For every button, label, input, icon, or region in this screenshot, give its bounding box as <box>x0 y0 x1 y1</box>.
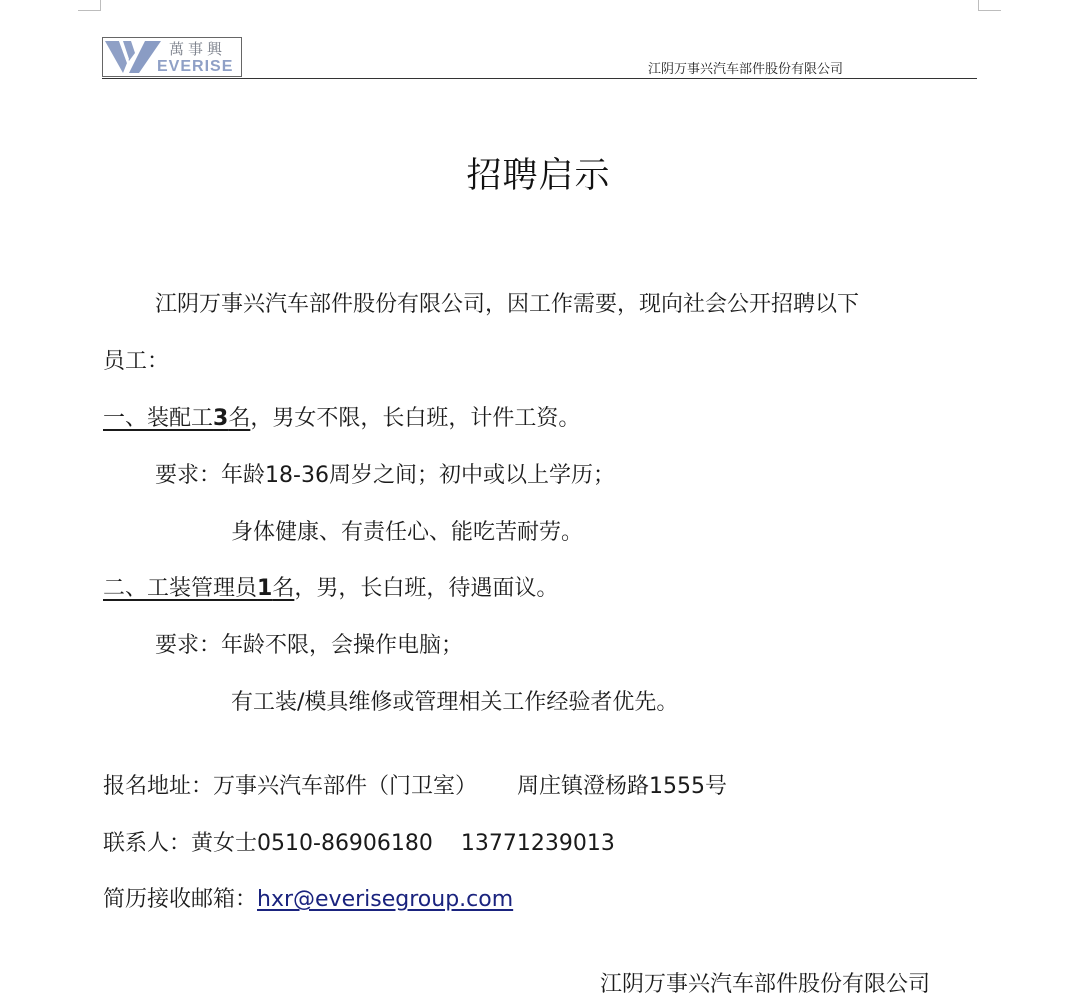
position-2-requirement-1 <box>155 628 463 659</box>
company-logo <box>102 37 242 77</box>
page-title: 招聘启示 <box>466 156 611 196</box>
intro-line-1: 江阴万事兴汽车部件股份有限公司，因工作需要，现向社会公开招聘以下 <box>155 292 860 317</box>
logo-english-text: EVERISE <box>157 58 234 75</box>
address-label: 报名地址： <box>103 774 214 799</box>
address-place: 万事兴汽车部件（门卫室） <box>213 774 478 799</box>
position-1-title <box>103 406 250 431</box>
position-1-count: 3 <box>213 406 229 431</box>
position-2-requirement-2: 有工装/模具维修或管理相关工作经验者优先。 <box>231 690 679 715</box>
position-2-details: ，男，长白班，待遇面议。 <box>294 576 559 601</box>
email-label: 简历接收邮箱： <box>103 887 258 912</box>
crop-mark-top-right <box>978 0 1001 11</box>
position-1-name: 一、装配工 <box>103 406 214 431</box>
address-street: 周庄镇澄杨路1555号 <box>517 774 728 799</box>
position-2-name: 二、工装管理员 <box>103 576 258 601</box>
position-2-count: 1 <box>257 576 273 601</box>
position-1-requirement-1 <box>155 458 615 489</box>
position-2-heading <box>103 571 558 602</box>
contact-mobile: 13771239013 <box>460 831 615 856</box>
position-1-unit: 名 <box>228 406 251 431</box>
position-1-details: ，男女不限，长白班，计件工资。 <box>250 406 581 431</box>
contact-line <box>103 826 615 857</box>
position-1-requirement-2: 身体健康、有责任心、能吃苦耐劳。 <box>231 520 584 545</box>
contact-person-phone: 黄女士0510-86906180 <box>191 831 433 856</box>
crop-mark-top-left <box>78 0 101 11</box>
header-company-name: 江阴万事兴汽车部件股份有限公司 <box>648 62 844 77</box>
header-rule <box>102 78 977 79</box>
page-header <box>102 37 977 79</box>
requirements-label: 要求： <box>155 463 222 488</box>
signature-company: 江阴万事兴汽车部件股份有限公司 <box>600 972 931 997</box>
position-2-title <box>103 576 294 601</box>
position-1-heading <box>103 401 580 432</box>
requirement-text: 年龄18-36周岁之间；初中或以上学历； <box>221 463 615 488</box>
email-link[interactable]: hxr@everisegroup.com <box>257 887 514 912</box>
everise-w-mark-icon <box>105 39 165 75</box>
email-line <box>103 882 513 913</box>
address-line <box>103 769 727 800</box>
intro-line-2: 员工： <box>103 349 170 374</box>
requirement-text: 年龄不限，会操作电脑； <box>221 633 464 658</box>
requirements-label: 要求： <box>155 633 222 658</box>
position-2-unit: 名 <box>272 576 295 601</box>
logo-chinese-text: 萬事興 <box>169 40 227 58</box>
contact-label: 联系人： <box>103 831 192 856</box>
